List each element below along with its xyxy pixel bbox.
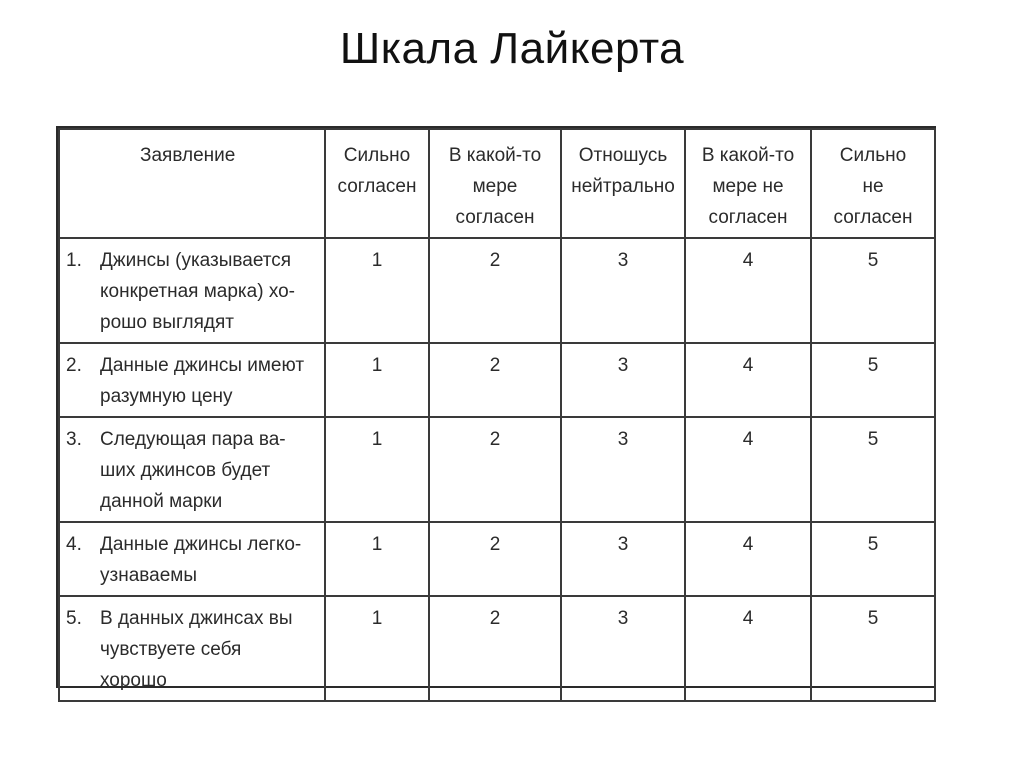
- score-cell: 5: [811, 596, 935, 701]
- score-cell: 4: [685, 596, 811, 701]
- header-option-label: Отношусь нейтрально: [571, 145, 675, 197]
- score-cell: 5: [811, 522, 935, 596]
- score-cell: 1: [325, 522, 429, 596]
- score-cell: 5: [811, 238, 935, 343]
- score-cell: 3: [561, 522, 685, 596]
- header-option-strongly-agree: [325, 129, 429, 238]
- score-cell: 3: [561, 238, 685, 343]
- table-row: [59, 596, 935, 701]
- header-statement: [59, 129, 325, 238]
- row-statement: Данные джинсы легко- узнаваемы: [100, 534, 302, 586]
- row-number: 4.: [66, 534, 82, 555]
- statement-cell: [59, 522, 325, 596]
- header-option-somewhat-disagree: [685, 129, 811, 238]
- row-statement: Следующая пара ва- ших джинсов будет данной марки: [100, 429, 286, 512]
- table-row: [59, 522, 935, 596]
- score-cell: 1: [325, 238, 429, 343]
- score-cell: 4: [685, 522, 811, 596]
- statement-cell: [59, 596, 325, 701]
- row-statement: Данные джинсы имеют разумную цену: [100, 355, 305, 407]
- score-cell: 5: [811, 417, 935, 522]
- table-row: [59, 417, 935, 522]
- likert-table: [58, 128, 936, 702]
- score-cell: 2: [429, 238, 561, 343]
- score-cell: 1: [325, 343, 429, 417]
- score-cell: 2: [429, 417, 561, 522]
- slide-title: Шкала Лайкерта: [339, 24, 685, 73]
- header-row: [59, 129, 935, 238]
- score-cell: 5: [811, 343, 935, 417]
- header-option-somewhat-agree: [429, 129, 561, 238]
- statement-cell: [59, 238, 325, 343]
- score-cell: 4: [685, 238, 811, 343]
- header-option-label: Сильно согласен: [337, 145, 417, 197]
- score-cell: 3: [561, 417, 685, 522]
- row-number: 5.: [66, 608, 82, 629]
- score-cell: 1: [325, 596, 429, 701]
- header-option-neutral: [561, 129, 685, 238]
- table-row: [59, 343, 935, 417]
- score-cell: 4: [685, 417, 811, 522]
- score-cell: 2: [429, 522, 561, 596]
- row-number: 2.: [66, 355, 82, 376]
- score-cell: 3: [561, 343, 685, 417]
- score-cell: 1: [325, 417, 429, 522]
- row-number: 1.: [66, 250, 82, 271]
- score-cell: 2: [429, 596, 561, 701]
- score-cell: 4: [685, 343, 811, 417]
- table-row: [59, 238, 935, 343]
- row-number: 3.: [66, 429, 82, 450]
- header-option-label: В какой-то мере не согласен: [701, 145, 795, 228]
- header-option-strongly-disagree: [811, 129, 935, 238]
- statement-cell: [59, 417, 325, 522]
- statement-cell: [59, 343, 325, 417]
- header-option-label: Сильно не согласен: [833, 145, 913, 228]
- row-statement: Джинсы (указывается конкретная марка) хо- рошо выглядят: [100, 250, 296, 333]
- header-option-label: В какой-то мере согласен: [448, 145, 542, 228]
- score-cell: 2: [429, 343, 561, 417]
- row-statement: В данных джинсах вы чувствуете себя хорошо: [100, 608, 293, 691]
- score-cell: 3: [561, 596, 685, 701]
- header-statement-label: Заявление: [140, 145, 236, 166]
